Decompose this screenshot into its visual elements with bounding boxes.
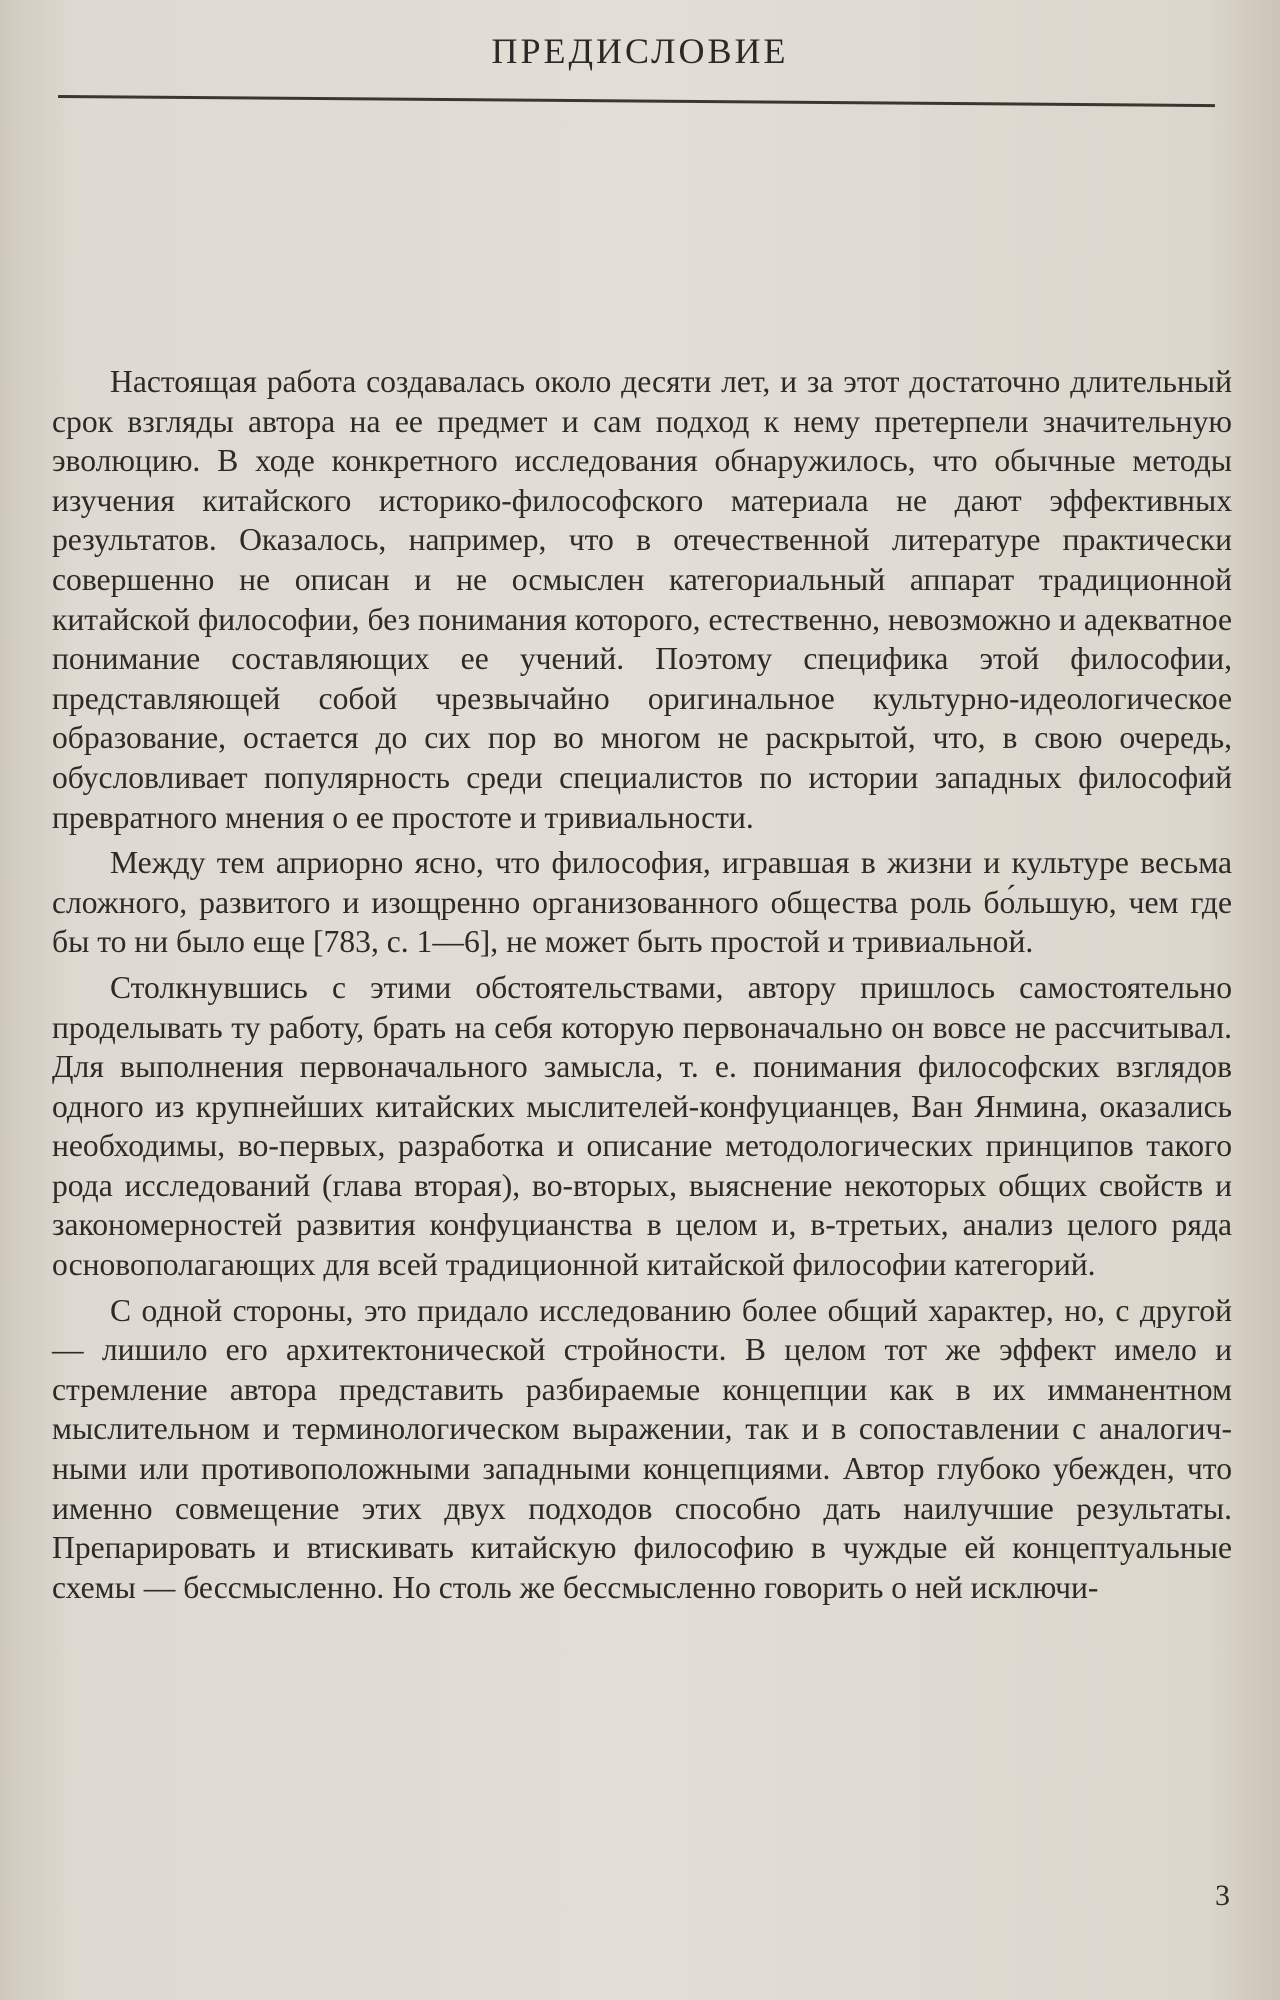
header-rule — [58, 95, 1215, 107]
paragraph-3: Столкнувшись с этими обстоятельствами, автору пришлось самостоятельно проделывать ту работу, брать на себя которую первоначально он вовсе не рассчитывал. Для выполнения первоначального замысла, т. е. понимания философских взглядов одного из крупнейших китайских мыслителей-конфуцианцев, Ван Янмина, оказались необходимы, во-первых, разработка и описание методологических принципов такого рода исследований (глава вторая), во-вторых, выяснение некоторых общих свойств и закономерностей развития конфуцианства в целом и, в-третьих, анализ целого ряда основополагающих для всей традиционной китайской философии категорий. — [52, 969, 1232, 1283]
paragraph-2: Между тем априорно ясно, что философия, игравшая в жизни и культуре весьма сложного, развитого и изощренно организованного общества роль бо́льшую, чем где бы то ни было еще [783, с. 1—6], не может быть простой и тривиальной. — [52, 845, 1232, 960]
paragraph-1: Настоящая работа создавалась около десяти лет, и за этот достаточно длительный срок взгляды автора на ее предмет и сам подход к нему претерпели значительную эволюцию. В ходе конкретного исследования обнаружилось, что обычные методы изучения китайского историко-философского материала не дают эффективных результатов. Оказалось, например, что в отечественной литературе практически совершенно не описан и не осмыслен категориальный аппарат традиционной китайской философии, без понимания которого, естественно, невозможно и адекватное понимание составляющих ее учений. Поэтому специфика этой философии, представляющей собой чрезвычайно оригинальное культурно-идеологическое образование, остается до сих пор во многом не раскрытой, что, в свою очередь, обусловливает популярность среди специалистов по истории западных философий превратного мнения о ее простоте и тривиальности. — [52, 364, 1232, 835]
running-head: ПРЕДИСЛОВИЕ — [491, 31, 789, 71]
body-text — [52, 362, 1232, 1613]
page-number: 3 — [1215, 1879, 1230, 1912]
paragraph-4: С одной стороны, это придало исследованию более общий характер, но, с другой — лишило его архитектонической стройности. В целом тот же эффект имело и стремление автора представить разбираемые концепции как в их имманентном мыслительном и терминологическом выражении, так и в сопоставлении с аналогичными или противоположными западными концепциями. Автор глубоко убежден, что именно совмещение этих двух подходов способно дать наилучшие результаты. Препарировать и втискивать китайскую философию в чуждые ей концептуальные схемы — бессмысленно. Но столь же бессмысленно говорить о ней исключи- — [52, 1292, 1232, 1605]
